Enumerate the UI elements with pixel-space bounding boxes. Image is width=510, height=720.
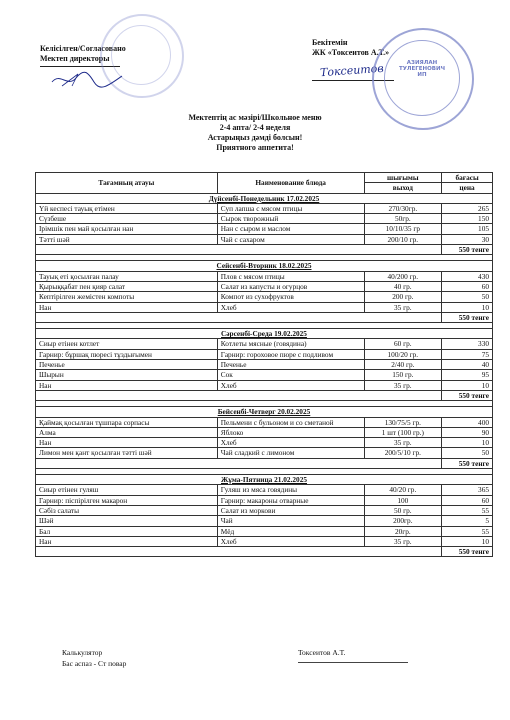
menu-week: 2-4 апта/ 2-4 неделя [219, 123, 291, 132]
dish-name-kz: Үй кеспесі тауық етімен [36, 203, 218, 213]
dish-price: 150 [442, 214, 493, 224]
dish-price: 10 [442, 380, 493, 390]
dish-price: 400 [442, 417, 493, 427]
menu-item-row [36, 214, 493, 224]
dish-yield: 35 гр. [364, 380, 442, 390]
dish-name-ru: Пельмени с бульоном и со сметаной [217, 417, 364, 427]
day-title: Сәрсенбі-Среда 19.02.2025 [36, 329, 493, 339]
menu-item-row [36, 380, 493, 390]
menu-item-row [36, 370, 493, 380]
dish-name-kz: Қаймақ қосылған тұшпара сорпасы [36, 417, 218, 427]
director-signature [48, 68, 128, 90]
dish-name-ru: Сырок творожный [217, 214, 364, 224]
dish-name-kz: Кептірілген жемістен компоты [36, 292, 218, 302]
dish-price: 10 [442, 536, 493, 546]
footer-name: Токсеитов А.Т. [298, 648, 346, 657]
dish-yield: 10/10/35 гр [364, 224, 442, 234]
dish-name-kz: Тауық еті қосылған палау [36, 271, 218, 281]
dish-price: 105 [442, 224, 493, 234]
dish-yield: 20гр. [364, 526, 442, 536]
dish-yield: 40/200 гр. [364, 271, 442, 281]
day-total: 550 тенге [442, 312, 493, 322]
menu-item-row [36, 526, 493, 536]
dish-name-ru: Хлеб [217, 438, 364, 448]
dish-name-ru: Гарнир: макароны отварные [217, 495, 364, 505]
menu-item-row [36, 516, 493, 526]
dish-name-ru: Гуляш из мяса говядины [217, 485, 364, 495]
dish-name-kz: Шәй [36, 516, 218, 526]
menu-item-row [36, 292, 493, 302]
total-spacer [36, 245, 442, 255]
menu-item-row [36, 271, 493, 281]
dish-name-ru: Нан с сыром и маслом [217, 224, 364, 234]
dish-name-ru: Гарнир: гороховое пюре с подливом [217, 349, 364, 359]
dish-name-ru: Плов с мясом птицы [217, 271, 364, 281]
day-total: 550 тенге [442, 245, 493, 255]
day-header-row [36, 329, 493, 339]
total-spacer [36, 547, 442, 557]
total-spacer [36, 390, 442, 400]
dish-name-ru: Хлеб [217, 302, 364, 312]
dish-price: 330 [442, 339, 493, 349]
dish-yield: 200/5/10 гр. [364, 448, 442, 458]
dish-name-kz: Печенье [36, 360, 218, 370]
stamp-line-2: ТУЛЕГЕНОВИЧ [398, 66, 446, 72]
menu-item-row [36, 485, 493, 495]
dish-name-kz: Гарнир: бұршақ пюресі тұздығымен [36, 349, 218, 359]
table-header-top [36, 173, 493, 183]
dish-name-ru: Салат из моркови [217, 505, 364, 515]
dish-yield: 35 гр. [364, 536, 442, 546]
dish-price: 50 [442, 292, 493, 302]
dish-name-kz: Шырын [36, 370, 218, 380]
menu-greeting-kz: Астарыңыз дәмді болсын! [207, 133, 303, 142]
menu-greeting-ru: Приятного аппетита! [216, 143, 294, 152]
dish-yield: 35 гр. [364, 438, 442, 448]
dish-name-kz: Тәтті шәй [36, 234, 218, 244]
menu-item-row [36, 234, 493, 244]
dish-price: 50 [442, 448, 493, 458]
menu-item-row [36, 536, 493, 546]
dish-name-kz: Нан [36, 302, 218, 312]
dish-name-ru: Печенье [217, 360, 364, 370]
dish-yield: 60 гр. [364, 339, 442, 349]
stamp-line-1: АЗИЯЛАН [406, 60, 438, 66]
dish-name-kz: Қырыққабат пен қияр салат [36, 281, 218, 291]
dish-yield: 1 шт (100 гр.) [364, 427, 442, 437]
dish-name-ru: Компот из сухофруктов [217, 292, 364, 302]
menu-table [35, 172, 493, 557]
dish-price: 30 [442, 234, 493, 244]
menu-title: Мектептің ас мәзірі/Школьное меню [188, 113, 322, 122]
menu-item-row [36, 281, 493, 291]
dish-name-kz: Нан [36, 438, 218, 448]
dish-name-ru: Чай с сахаром [217, 234, 364, 244]
dish-name-ru: Котлеты мясные (говядина) [217, 339, 364, 349]
dish-price: 75 [442, 349, 493, 359]
approve-label: Бекітемін [312, 38, 348, 47]
col-yield-header-top: шығымы [364, 173, 442, 183]
menu-item-row [36, 417, 493, 427]
day-total-row [36, 245, 493, 255]
dish-price: 55 [442, 526, 493, 536]
day-header-row [36, 261, 493, 271]
dish-yield: 100 [364, 495, 442, 505]
menu-item-row [36, 339, 493, 349]
dish-price: 95 [442, 370, 493, 380]
menu-title-block [0, 113, 510, 153]
dish-price: 60 [442, 281, 493, 291]
day-total-row [36, 312, 493, 322]
dish-price: 265 [442, 203, 493, 213]
col-price-header-top: бағасы [442, 173, 493, 183]
day-title: Бейсенбі-Четверг 20.02.2025 [36, 407, 493, 417]
dish-name-kz: Алма [36, 427, 218, 437]
menu-item-row [36, 203, 493, 213]
day-total-row [36, 547, 493, 557]
day-title: Жұма-Пятница 21.02.2025 [36, 475, 493, 485]
dish-name-kz: Сиыр етінен гуляш [36, 485, 218, 495]
dish-name-ru: Суп лапша с мясом птицы [217, 203, 364, 213]
menu-item-row [36, 427, 493, 437]
day-header-row [36, 193, 493, 203]
dish-yield: 150 гр. [364, 370, 442, 380]
dish-price: 40 [442, 360, 493, 370]
dish-name-kz: Бал [36, 526, 218, 536]
dish-name-kz: Сиыр етінен котлет [36, 339, 218, 349]
menu-item-row [36, 224, 493, 234]
dish-yield: 40/20 гр. [364, 485, 442, 495]
dish-name-ru: Мёд [217, 526, 364, 536]
dish-yield: 270/30гр. [364, 203, 442, 213]
col-price-header-bottom: цена [442, 183, 493, 193]
approval-label: Келісілген/Согласовано [40, 44, 126, 53]
dish-name-kz: Нан [36, 380, 218, 390]
dish-name-ru: Салат из капусты и огурцов [217, 281, 364, 291]
dish-name-ru: Хлеб [217, 536, 364, 546]
day-total: 550 тенге [442, 390, 493, 400]
dish-yield: 40 гр. [364, 281, 442, 291]
dish-name-ru: Чай [217, 516, 364, 526]
footer-signature-line [298, 662, 408, 663]
dish-name-kz: Ірімшік пен май қосылған нан [36, 224, 218, 234]
menu-item-row [36, 495, 493, 505]
chef-label: Бас аспаз - Ст повар [62, 659, 127, 668]
stamp-line-3: ИП [417, 72, 427, 78]
menu-item-row [36, 448, 493, 458]
dish-price: 90 [442, 427, 493, 437]
approver-signature: Токсеитов [319, 61, 385, 80]
day-header-row [36, 407, 493, 417]
dish-yield: 100/20 гр. [364, 349, 442, 359]
dish-name-kz: Сүзбеше [36, 214, 218, 224]
day-title: Сейсенбі-Вторник 18.02.2025 [36, 261, 493, 271]
dish-yield: 50 гр. [364, 505, 442, 515]
director-label: Мектеп директоры [40, 54, 110, 63]
dish-name-ru: Сок [217, 370, 364, 380]
menu-item-row [36, 505, 493, 515]
dish-price: 55 [442, 505, 493, 515]
dish-name-ru: Хлеб [217, 380, 364, 390]
dish-name-kz: Гарнир: піспірілген макарон [36, 495, 218, 505]
menu-item-row [36, 360, 493, 370]
dish-price: 430 [442, 271, 493, 281]
menu-item-row [36, 302, 493, 312]
menu-item-row [36, 349, 493, 359]
dish-yield: 200/10 гр. [364, 234, 442, 244]
dish-name-kz: Нан [36, 536, 218, 546]
total-spacer [36, 312, 442, 322]
entrepreneur-label: ЖК «Токсеитов А.Т.» [312, 48, 390, 57]
day-total-row [36, 458, 493, 468]
day-title: Дүйсенбі-Понедельник 17.02.2025 [36, 193, 493, 203]
day-total-row [36, 390, 493, 400]
total-spacer [36, 458, 442, 468]
dish-price: 60 [442, 495, 493, 505]
day-total: 550 тенге [442, 547, 493, 557]
dish-price: 10 [442, 438, 493, 448]
dish-price: 10 [442, 302, 493, 312]
calculator-label: Калькулятор [62, 648, 103, 657]
dish-yield: 200 гр. [364, 292, 442, 302]
menu-item-row [36, 438, 493, 448]
day-total: 550 тенге [442, 458, 493, 468]
dish-name-kz: Лимон мен қант қосылған тәтті шәй [36, 448, 218, 458]
day-header-row [36, 475, 493, 485]
col-kz-header: Тағамның атауы [36, 173, 218, 194]
dish-yield: 200гр. [364, 516, 442, 526]
dish-name-ru: Чай сладкий с лимоном [217, 448, 364, 458]
dish-yield: 2/40 гр. [364, 360, 442, 370]
dish-yield: 35 гр. [364, 302, 442, 312]
col-yield-header-bottom: выход [364, 183, 442, 193]
dish-price: 5 [442, 516, 493, 526]
dish-yield: 50гр. [364, 214, 442, 224]
dish-name-ru: Яблоко [217, 427, 364, 437]
stamp-text [392, 60, 452, 78]
dish-price: 365 [442, 485, 493, 495]
col-ru-header: Наименование блюда [217, 173, 364, 194]
dish-yield: 130/75/5 гр. [364, 417, 442, 427]
dish-name-kz: Сәбіз салаты [36, 505, 218, 515]
